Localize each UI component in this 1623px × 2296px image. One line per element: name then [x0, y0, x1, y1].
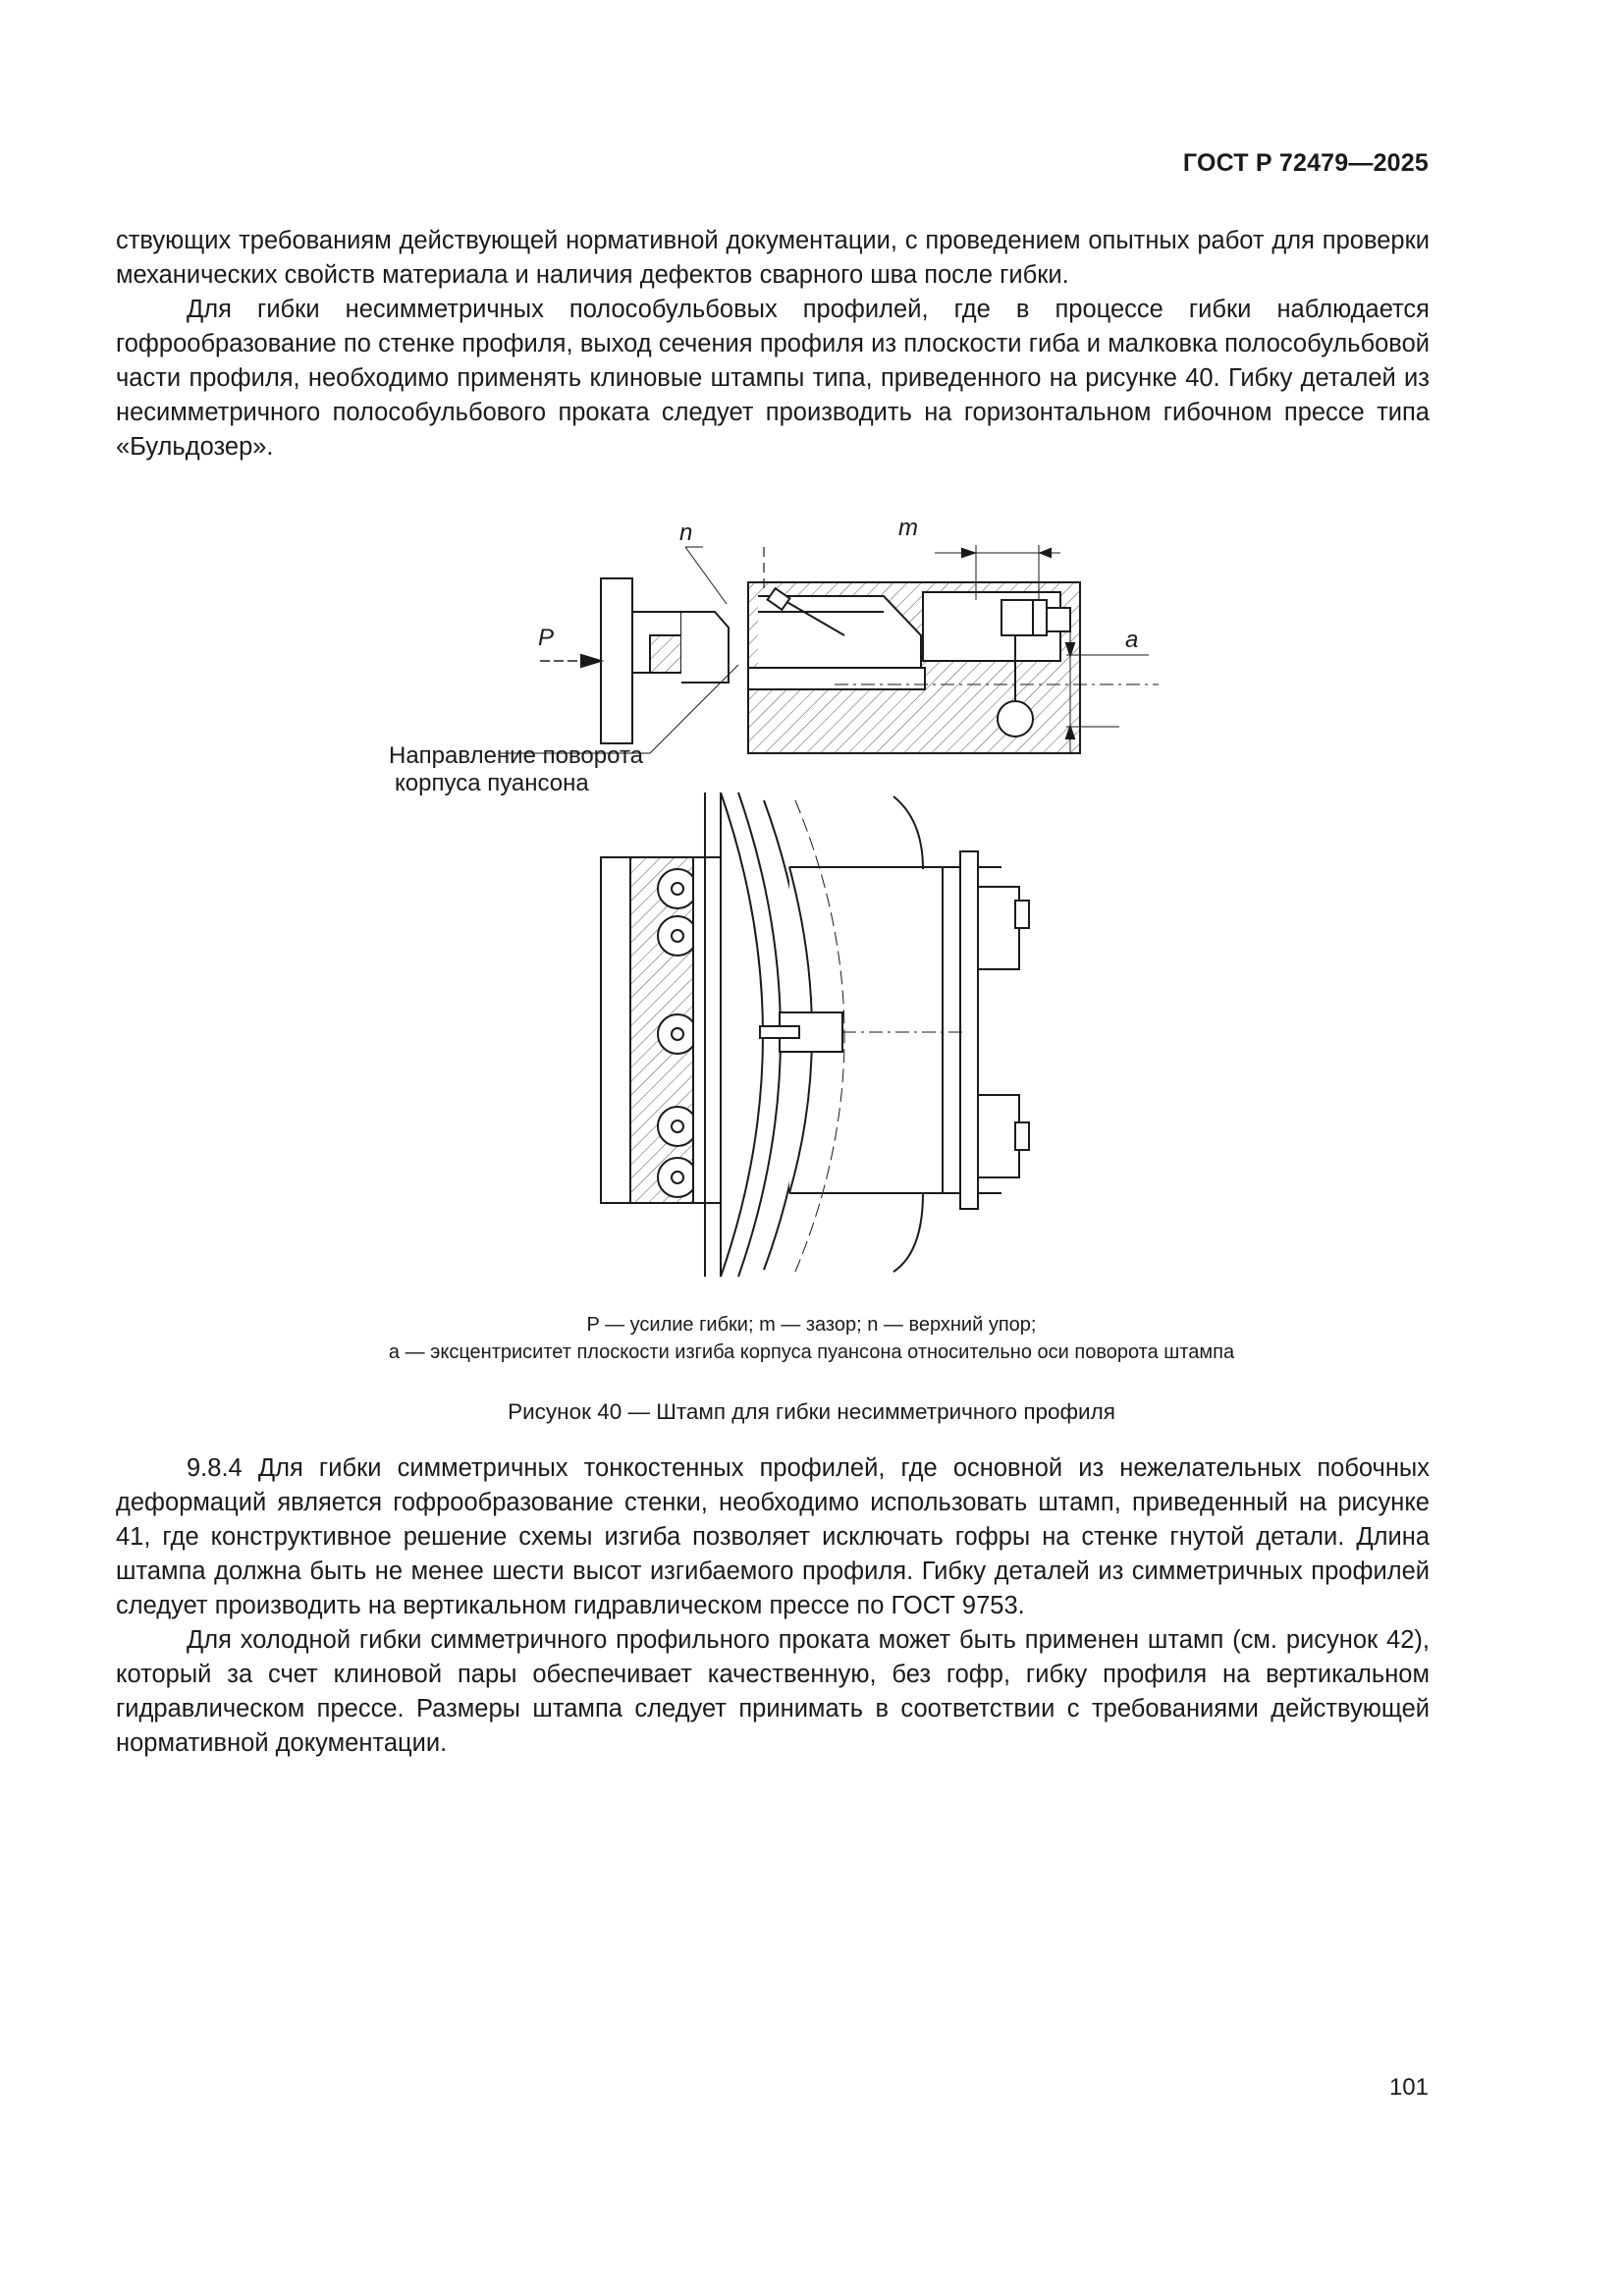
paragraph-asymmetric-bending: Для гибки несимметричных полособульбовых профилей, где в процессе гибки наблюдается гофрообразование по стенке профиля, выход сечения профиля из плоскости гиба и малковка полособульбовой части профиля, необходимо применять клиновые штампы типа, приведенного на рисунке 40. Гибку деталей из несимметричного полособульбового проката следует производить на горизонтальном гибочном прессе типа «Бульдозер».: [116, 296, 1430, 461]
label-direction-line2: корпуса пуансона: [395, 770, 589, 796]
label-P: P: [538, 625, 555, 651]
page-number: 101: [1388, 2074, 1429, 2101]
figure-caption: Рисунок 40 — Штамп для гибки несимметричного профиля: [508, 1399, 1115, 1424]
label-m: m: [898, 515, 918, 541]
document-header: ГОСТ Р 72479—2025: [1182, 149, 1429, 177]
text-block-lower: [116, 1451, 1430, 1761]
figure-40-drawing: [373, 506, 1178, 1291]
paragraph-continuation: ствующих требованиям действующей нормативной документации, с проведением опытных работ для проверки механических свойств материала и наличия дефектов сварного шва после гибки.: [116, 227, 1430, 289]
text-block-upper: [116, 224, 1430, 465]
paragraph-9-8-4: 9.8.4 Для гибки симметричных тонкостенных профилей, где основной из нежелательных побочных деформаций является гофрообразование стенки, необходимо использовать штамп, приведенный на рисунке 41, где конструктивное решение схемы изгиба позволяет исключать гофры на стенке гнутой детали. Длина штампа должна быть не менее шести высот изгибаемого профиля. Гибку деталей из симметричных профилей следует производить на вертикальном гидравлическом прессе по ГОСТ 9753.: [116, 1454, 1430, 1619]
top-section-view: [501, 545, 1159, 753]
label-n: n: [679, 519, 693, 546]
figure-legend-line2: a — эксцентриситет плоскости изгиба корпуса пуансона относительно оси поворота штампа: [388, 1341, 1235, 1363]
paragraph-cold-bending: Для холодной гибки симметричного профильного проката может быть применен штамп (см. рисунок 42), который за счет клиновой пары обеспечивает качественную, без гофр, гибку профиля на вертикальном гидравлическом прессе. Размеры штампа следует принимать в соответствии с требованиями действующей нормативной документации.: [116, 1626, 1430, 1757]
label-a: a: [1125, 627, 1139, 653]
bottom-plan-view: [601, 793, 1029, 1277]
label-direction-line1: Направление поворота: [389, 742, 644, 769]
figure-legend-line1: P — усилие гибки; m — зазор; n — верхний упор;: [586, 1314, 1037, 1336]
